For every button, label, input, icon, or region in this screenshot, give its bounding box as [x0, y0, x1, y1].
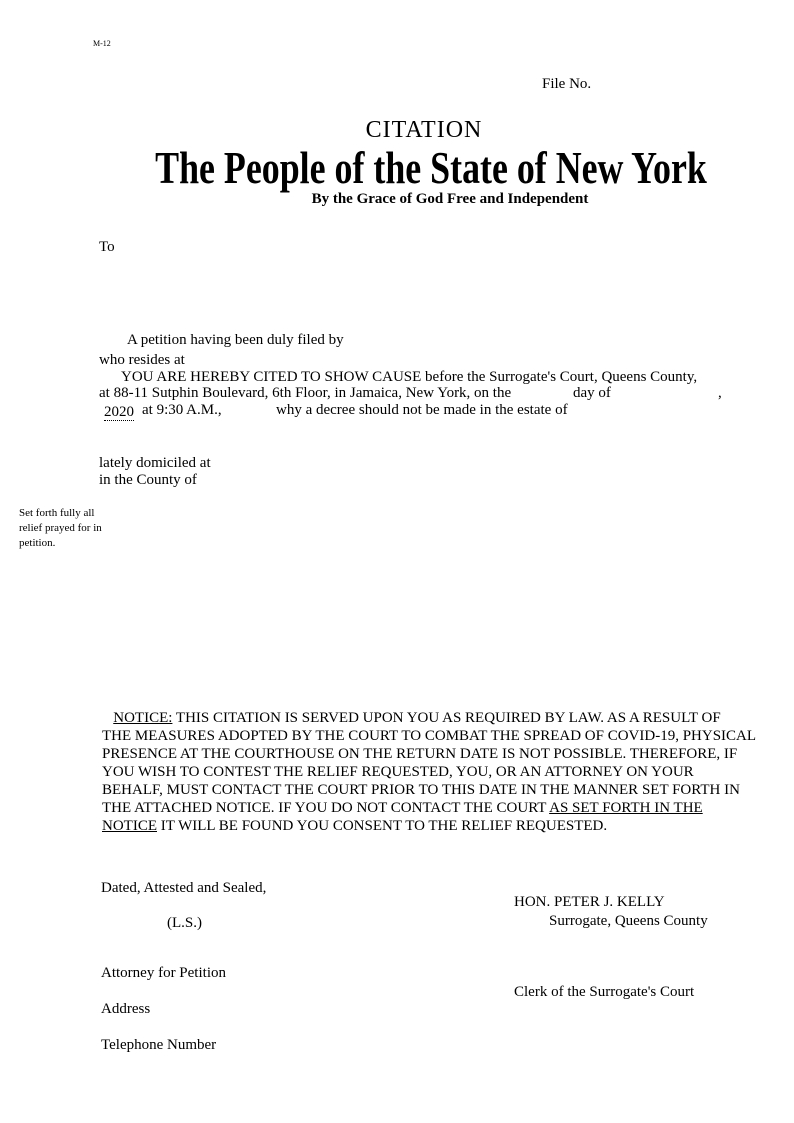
notice-line-1	[102, 709, 762, 727]
form-code: M-12	[93, 39, 111, 48]
citation-heading: CITATION	[365, 117, 483, 143]
attorney-label: Attorney for Petition	[101, 965, 226, 981]
court-address-text: at 88-11 Sutphin Boulevard, 6th Floor, in Jamaica, New York, on the	[99, 385, 512, 401]
to-label: To	[99, 239, 115, 255]
document-title: The People of the State of New York	[155, 142, 707, 193]
year-value: 2020	[104, 404, 134, 420]
judge-title: Surrogate, Queens County	[549, 913, 708, 929]
notice-line-4: YOU WISH TO CONTEST THE RELIEF REQUESTED, YOU, OR AN ATTORNEY ON YOUR	[102, 764, 694, 780]
decree-text: why a decree should not be made in the estate of	[276, 402, 568, 418]
notice-line-2: THE MEASURES ADOPTED BY THE COURT TO COMBAT THE SPREAD OF COVID-19, PHYSICAL	[102, 728, 757, 744]
county-text: in the County of	[99, 472, 197, 488]
notice-line-6	[102, 799, 762, 817]
notice-line-7	[102, 817, 762, 835]
notice-label: NOTICE:	[113, 710, 173, 726]
day-of-text: day of	[573, 385, 611, 401]
dated-text: Dated, Attested and Sealed,	[101, 880, 267, 896]
cited-text: YOU ARE HEREBY CITED TO SHOW CAUSE before the Surrogate's Court, Queens County,	[121, 369, 698, 385]
telephone-label: Telephone Number	[101, 1037, 217, 1053]
notice-line-7-text: IT WILL BE FOUND YOU CONSENT TO THE RELIEF REQUESTED.	[157, 818, 608, 834]
document-subtitle: By the Grace of God Free and Independent	[311, 191, 589, 207]
notice-line-7-underlined: NOTICE	[102, 818, 157, 834]
notice-line-6-underlined: AS SET FORTH IN THE	[549, 800, 703, 816]
domiciled-text: lately domiciled at	[99, 455, 211, 471]
hearing-time: at 9:30 A.M.,	[142, 402, 222, 418]
file-number-label: File No.	[542, 76, 592, 92]
petition-filed-text: A petition having been duly filed by	[127, 332, 344, 348]
margin-note: Set forth fully all relief prayed for in petition.	[19, 507, 102, 549]
notice-block	[102, 709, 762, 835]
seal-mark: (L.S.)	[167, 915, 202, 931]
clerk-label: Clerk of the Surrogate's Court	[514, 984, 695, 1000]
resides-text: who resides at	[99, 352, 185, 368]
address-label: Address	[101, 1001, 151, 1017]
notice-line-1-text: THIS CITATION IS SERVED UPON YOU AS REQUIRED BY LAW. AS A RESULT OF	[172, 710, 721, 726]
date-comma: ,	[718, 385, 722, 401]
judge-name: HON. PETER J. KELLY	[514, 894, 665, 910]
notice-line-5: BEHALF, MUST CONTACT THE COURT PRIOR TO THIS DATE IN THE MANNER SET FORTH IN	[102, 782, 740, 798]
notice-line-6-text: THE ATTACHED NOTICE. IF YOU DO NOT CONTACT THE COURT	[102, 800, 550, 816]
notice-line-3: PRESENCE AT THE COURTHOUSE ON THE RETURN DATE IS NOT POSSIBLE. THEREFORE, IF	[102, 746, 738, 762]
